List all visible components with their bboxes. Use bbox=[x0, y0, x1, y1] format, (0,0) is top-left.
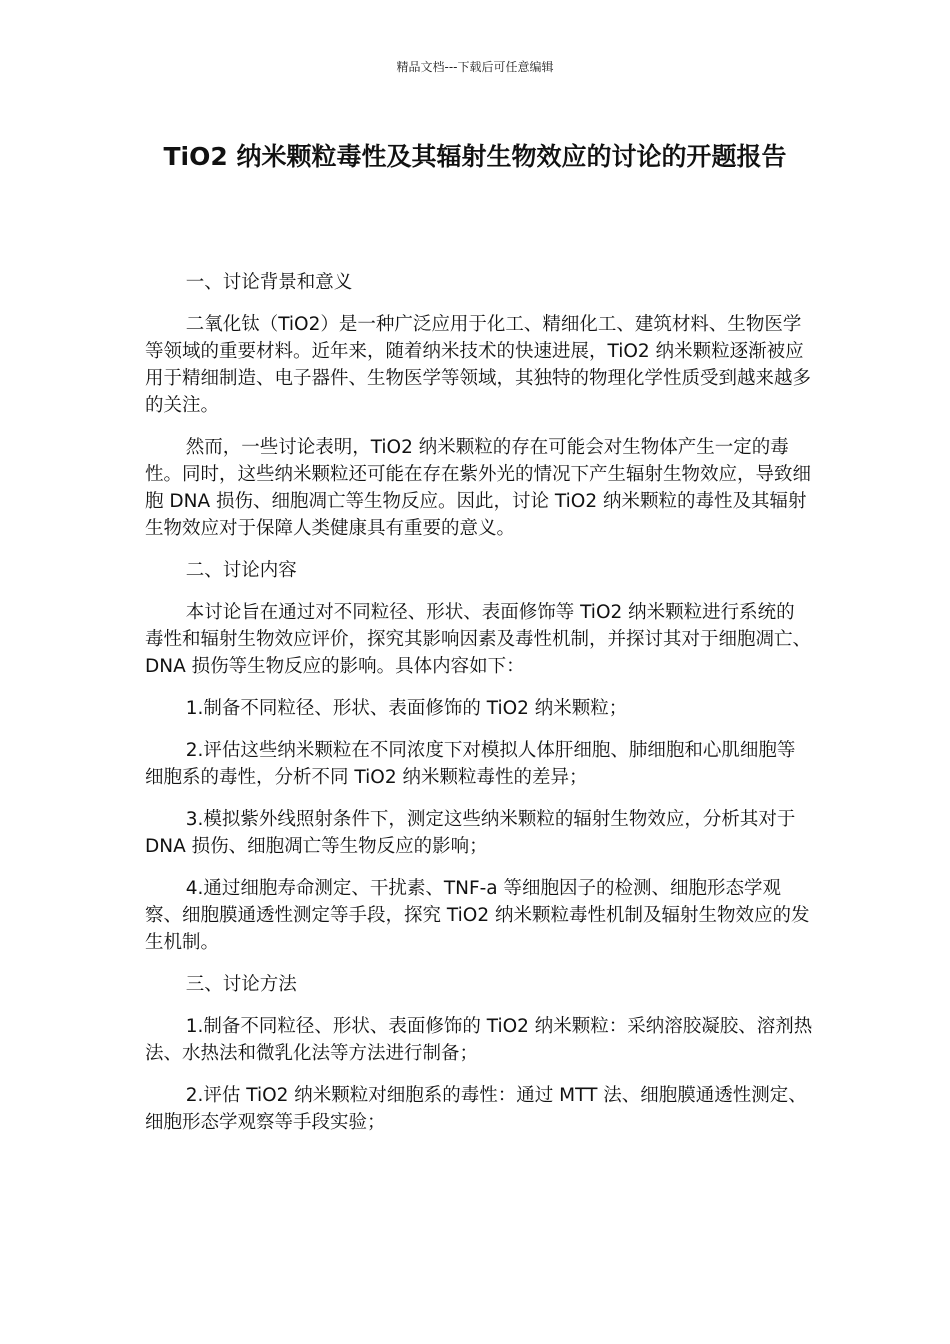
list-item-content-2: 2.评估这些纳米颗粒在不同浓度下对模拟人体肝细胞、肺细胞和心肌细胞等细胞系的毒性，分析不同 TiO2 纳米颗粒毒性的差异； bbox=[145, 740, 796, 788]
list-item-content-1: 1.制备不同粒径、形状、表面修饰的 TiO2 纳米颗粒； bbox=[185, 698, 628, 719]
paragraph-content-summary: 本讨论旨在通过对不同粒径、形状、表面修饰等 TiO2 纳米颗粒进行系统的毒性和辐射生物效应评价，探究其影响因素及毒性机制，并探讨其对于细胞凋亡、DNA 损伤等生物反应的影响。具体内容如下： bbox=[145, 602, 812, 677]
list-item-method-2: 2.评估 TiO2 纳米颗粒对细胞系的毒性：通过 MTT 法、细胞膜通透性测定、细胞形态学观察等手段实验； bbox=[145, 1085, 807, 1133]
list-item-content-3: 3.模拟紫外线照射条件下，测定这些纳米颗粒的辐射生物效应，分析其对于 DNA 损伤、细胞凋亡等生物反应的影响； bbox=[145, 809, 796, 857]
section-heading-content: 二、讨论内容 bbox=[185, 560, 297, 581]
paragraph-significance: 然而，一些讨论表明，TiO2 纳米颗粒的存在可能会对生物体产生一定的毒性。同时，这些纳米颗粒还可能在存在紫外光的情况下产生辐射生物效应，导致细胞 DNA 损伤、细胞凋亡等生物反应。因此，讨论 TiO2 纳米颗粒的毒性及其辐射生物效应对于保障人类健康具有重要的意义。 bbox=[145, 437, 812, 539]
document-body bbox=[145, 269, 813, 1151]
list-item-content-4: 4.通过细胞寿命测定、干扰素、TNF-a 等细胞因子的检测、细胞形态学观察、细胞膜通透性测定等手段，探究 TiO2 纳米颗粒毒性机制及辐射生物效应的发生机制。 bbox=[145, 878, 810, 953]
section-heading-methods: 三、讨论方法 bbox=[185, 974, 297, 995]
document-title: TiO2 纳米颗粒毒性及其辐射生物效应的讨论的开题报告 bbox=[163, 142, 787, 171]
paragraph-intro: 二氧化钛（TiO2）是一种广泛应用于化工、精细化工、建筑材料、生物医学等领域的重要材料。近年来，随着纳米技术的快速进展，TiO2 纳米颗粒逐渐被应用于精细制造、电子器件、生物医学等领域，其独特的物理化学性质受到越来越多的关注。 bbox=[145, 314, 812, 416]
list-item-method-1: 1.制备不同粒径、形状、表面修饰的 TiO2 纳米颗粒：采纳溶胶凝胶、溶剂热法、水热法和微乳化法等方法进行制备； bbox=[145, 1016, 813, 1064]
section-heading-background: 一、讨论背景和意义 bbox=[185, 272, 353, 293]
page-header-note: 精品文档---下载后可任意编辑 bbox=[396, 60, 554, 74]
